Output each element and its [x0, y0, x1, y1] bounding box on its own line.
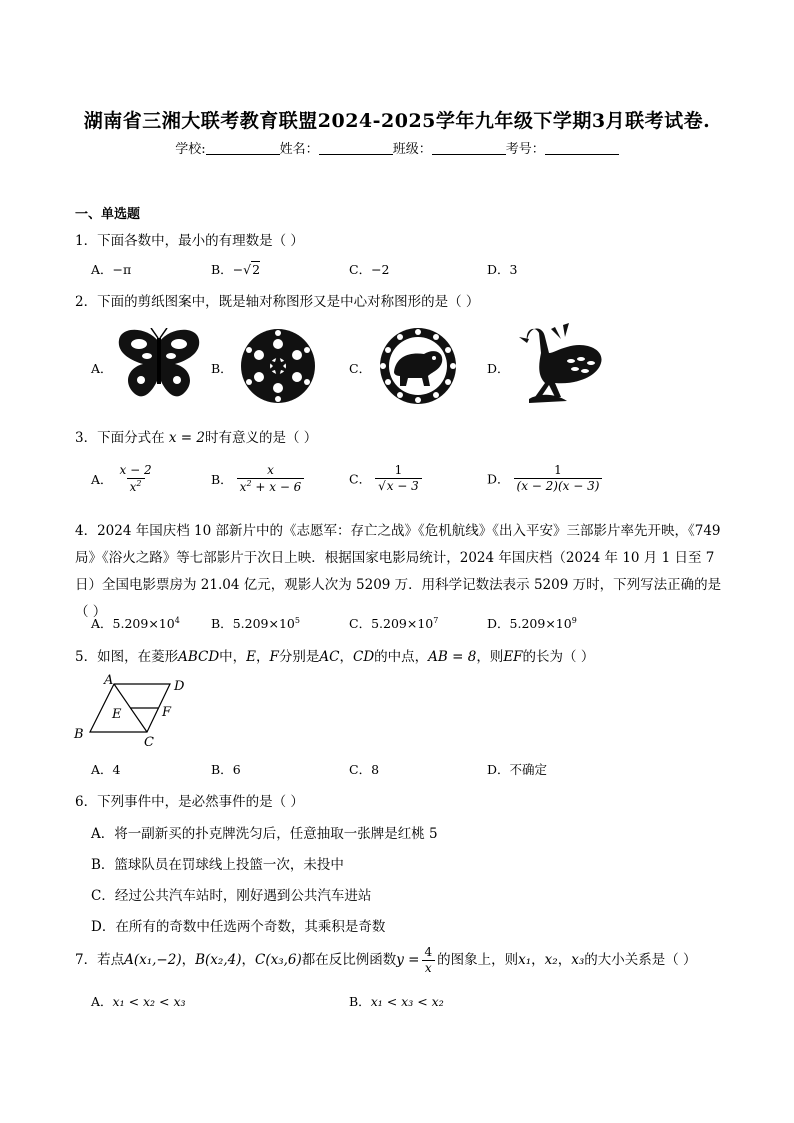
- option-label: B．: [211, 472, 233, 488]
- denominator: [237, 478, 305, 494]
- option-label: C．: [349, 262, 372, 277]
- exponent: 9: [571, 615, 577, 625]
- fraction: [514, 464, 603, 493]
- den-rest: + x − 6: [251, 480, 302, 495]
- option-label: C．: [349, 471, 372, 487]
- stem-math: EF: [503, 649, 523, 665]
- stem-text: 的长为（ ）: [522, 649, 595, 665]
- point-c-label: C: [144, 735, 154, 750]
- class-blank: [432, 142, 506, 155]
- option-label: B．: [211, 262, 233, 277]
- stem-math: CD: [353, 649, 375, 665]
- stem-text: 时有意义的是（ ）: [205, 430, 318, 446]
- point-b: B(x₂,4): [195, 952, 242, 969]
- q4-option-a: [91, 614, 180, 632]
- numerator: x: [267, 463, 274, 477]
- q6-option-a: A．将一副新买的扑克牌洗匀后，任意抽取一张牌是红桃 5: [91, 826, 438, 842]
- stem-text: 的大小关系是（ ）: [584, 952, 697, 969]
- q1-option-c: [349, 260, 390, 278]
- option-label: D．: [487, 762, 510, 777]
- option-label: D．: [487, 616, 510, 631]
- option-value: −2: [371, 262, 390, 277]
- point-a: A(x₁,−2): [124, 952, 182, 969]
- snowflake-papercut-image: [238, 326, 318, 406]
- q6-option-b: B．篮球队员在罚球线上投篮一次，未投中: [91, 857, 344, 873]
- stem-math: E: [246, 649, 257, 665]
- exam-title: 湖南省三湘大联考教育联盟2024-2025学年九年级下学期3月联考试卷.: [83, 110, 711, 132]
- q2-option-d-label: D．: [487, 361, 510, 376]
- q1-option-a: [91, 260, 131, 278]
- exponent: 5: [294, 615, 300, 625]
- stem-text: ，: [256, 649, 270, 665]
- q7-option-a: [91, 992, 186, 1010]
- option-label: C．: [349, 616, 372, 631]
- q3-option-d: [487, 464, 602, 493]
- var-x3: x₃: [571, 952, 585, 969]
- q4-option-d: [487, 614, 577, 632]
- option-label: A．: [91, 262, 113, 277]
- radicand: 2: [252, 262, 261, 277]
- option-label: B．: [211, 762, 233, 777]
- option-value: 5.209×10: [509, 616, 572, 631]
- stem-math: ABCD: [178, 649, 220, 665]
- var-x2: x₂: [544, 952, 558, 969]
- butterfly-papercut-image: [117, 328, 201, 402]
- numerator: x − 2: [119, 463, 152, 477]
- q6-stem: 6．下列事件中，是必然事件的是（ ）: [75, 794, 304, 810]
- denominator: [127, 478, 145, 494]
- crane-papercut-image: [515, 323, 611, 405]
- option-label: B．: [349, 994, 371, 1009]
- option-value: 5.209×10: [112, 616, 175, 631]
- stem-text: ，: [557, 952, 572, 969]
- q4-option-c: [349, 614, 438, 632]
- den-exp: 2: [136, 479, 142, 489]
- option-value: 4: [112, 762, 121, 777]
- point-e-label: E: [112, 707, 122, 722]
- q5-option-c: [349, 760, 379, 778]
- stem-math: F: [269, 649, 279, 665]
- name-label: 姓名：: [279, 142, 319, 157]
- q7-stem: [75, 946, 697, 975]
- q3-option-c: [349, 464, 422, 493]
- stem-text: ，: [339, 649, 353, 665]
- name-blank: [319, 142, 393, 155]
- option-value: −: [232, 262, 244, 277]
- numerator: 1: [554, 463, 562, 477]
- option-label: B．: [211, 616, 233, 631]
- option-value: x₁ < x₃ < x₂: [370, 994, 444, 1009]
- option-label: C．: [349, 762, 372, 777]
- denominator: x: [422, 960, 435, 975]
- school-blank: [206, 142, 280, 155]
- point-f-label: F: [162, 705, 172, 720]
- option-value: −π: [112, 262, 132, 277]
- stem-text: 都在反比例函数: [301, 952, 397, 969]
- point-c: C(x₃,6): [254, 952, 302, 969]
- q4-option-b: [211, 614, 300, 632]
- radicand: x − 3: [386, 479, 419, 494]
- q1-stem: 1．下面各数中，最小的有理数是（ ）: [75, 233, 304, 249]
- denominator: √x − 3: [375, 478, 422, 493]
- option-value: 5.209×10: [232, 616, 295, 631]
- q3-option-b: [211, 464, 304, 494]
- numerator: 1: [394, 463, 403, 477]
- exponent: 4: [174, 615, 180, 625]
- option-value: 8: [371, 762, 380, 777]
- school-label: 学校:: [175, 142, 206, 157]
- exam-no-label: 考号：: [505, 142, 545, 157]
- stem-text: ，: [181, 952, 196, 969]
- q1-option-d: [487, 260, 517, 278]
- option-value: x₁ < x₂ < x₃: [112, 994, 186, 1009]
- round-animal-papercut-image: [376, 326, 460, 406]
- q3-stem: [75, 426, 317, 446]
- stem-math: x = 2: [168, 430, 205, 446]
- q1-option-b: B．−√2: [211, 262, 261, 277]
- numerator: 4: [424, 945, 433, 959]
- option-label: A．: [91, 616, 113, 631]
- point-a-label: A: [104, 673, 114, 688]
- exam-no-blank: [545, 142, 619, 155]
- stem-text: 分别是: [278, 649, 320, 665]
- fraction: [117, 464, 155, 494]
- q2-option-a-label: A．: [91, 361, 113, 376]
- section-title: 一、单选题: [75, 207, 141, 222]
- student-info-line: [0, 138, 794, 157]
- q4-stem: 4．2024 年国庆档 10 部新片中的《志愿军：存亡之战》《危机航线》《出入平安》三部影片率先开映，《749局》《浴火之路》等七部影片于次日上映．根据国家电影局统计，2024 年国庆档（2024 年 10 月 1 日至 7 日）全国电影票房为 21.04 亿元，观影人次为 5209 万．用科学记数法表示 5209 万时，下列写法正确的是（ ）: [75, 523, 722, 620]
- option-value: 不确定: [509, 762, 548, 777]
- den-base: x: [239, 480, 247, 495]
- option-label: A．: [91, 994, 113, 1009]
- den-base: x: [129, 480, 137, 495]
- option-label: D．: [487, 262, 510, 277]
- q5-option-b: [211, 760, 241, 778]
- den-exp: 2: [246, 479, 252, 489]
- stem-text: 的图象上，则: [437, 952, 519, 969]
- stem-text: ，: [531, 952, 545, 969]
- stem-text: ，则: [476, 649, 504, 665]
- var-x1: x₁: [518, 952, 532, 969]
- stem-text: 中，: [219, 649, 247, 665]
- q7-option-b: [349, 992, 444, 1010]
- function-fraction: [422, 946, 436, 975]
- stem-math: AC: [319, 649, 340, 665]
- q5-option-d: [487, 760, 547, 778]
- stem-text: 3．下面分式在: [75, 430, 169, 446]
- option-value: 6: [232, 762, 241, 777]
- q2-option-b-label: B．: [211, 361, 233, 376]
- q3-option-a: [91, 464, 155, 494]
- stem-text: 7．若点: [75, 952, 125, 969]
- stem-math: AB = 8: [428, 649, 477, 665]
- option-label: D．: [487, 471, 510, 487]
- stem-text: 5．如图，在菱形: [75, 649, 179, 665]
- q2-option-c-label: C．: [349, 361, 372, 376]
- q5-option-a: [91, 760, 120, 778]
- point-b-label: B: [74, 727, 84, 742]
- fraction: [237, 464, 305, 494]
- rhombus-figure: [70, 672, 194, 750]
- option-label: A．: [91, 762, 113, 777]
- q6-option-d: D．在所有的奇数中任选两个奇数，其乘积是奇数: [91, 919, 386, 935]
- denominator: (x − 2)(x − 3): [514, 478, 603, 493]
- fraction: [375, 464, 422, 493]
- q5-stem: [75, 645, 594, 665]
- option-value: 5.209×10: [371, 616, 434, 631]
- function-lhs: y =: [396, 952, 420, 969]
- point-d-label: D: [174, 679, 185, 694]
- q2-stem: 2．下面的剪纸图案中，既是轴对称图形又是中心对称图形的是（ ）: [75, 294, 480, 310]
- class-label: 班级：: [392, 142, 432, 157]
- exponent: 7: [433, 615, 439, 625]
- q6-option-c: C．经过公共汽车站时，刚好遇到公共汽车进站: [91, 888, 372, 904]
- option-value: 3: [509, 262, 518, 277]
- stem-text: ，: [241, 952, 255, 969]
- option-label: A．: [91, 472, 113, 488]
- stem-text: 的中点，: [374, 649, 429, 665]
